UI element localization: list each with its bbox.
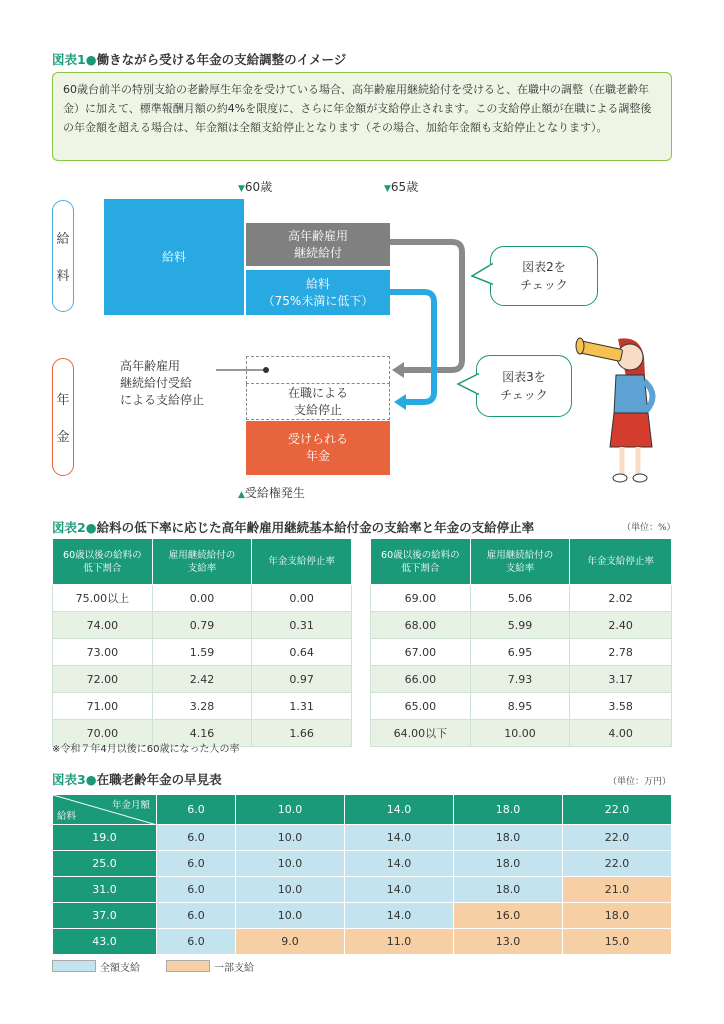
fig2-right-header-benefit: 雇用継続給付の 支給率 xyxy=(470,539,570,585)
table-cell: 1.66 xyxy=(252,720,352,747)
cell-full-payment: 6.0 xyxy=(157,877,236,903)
table-row xyxy=(371,585,672,612)
fig2-unit: （単位：%） xyxy=(622,523,676,533)
bubble3-line2: チェック xyxy=(500,388,548,402)
table-row xyxy=(371,639,672,666)
triangle-down-icon: ▼ xyxy=(384,184,391,194)
block-salary-reduced-line2: （75%未満に低下） xyxy=(262,293,374,308)
fig3-number: 図表3 xyxy=(52,772,86,787)
cell-full-payment: 10.0 xyxy=(236,877,345,903)
bubble3-line1: 図表3を xyxy=(502,370,546,384)
legend-swatch-full xyxy=(52,960,96,972)
block-salary-reduced xyxy=(246,270,390,315)
fig3-title-text: 在職老齢年金の早見表 xyxy=(96,772,222,787)
cell-full-payment: 6.0 xyxy=(157,929,236,955)
cell-partial-payment: 21.0 xyxy=(562,877,671,903)
age-60-label: 60歳 xyxy=(244,180,273,194)
side-salary-char-1: 給 xyxy=(56,232,70,247)
table-cell: 75.00以上 xyxy=(53,585,153,612)
table-cell: 71.00 xyxy=(53,693,153,720)
table-row xyxy=(371,666,672,693)
bullet-icon: ● xyxy=(85,52,97,67)
table-cell: 69.00 xyxy=(371,585,471,612)
table-cell: 2.42 xyxy=(152,666,252,693)
legend-swatch-part xyxy=(166,960,210,972)
cell-full-payment: 14.0 xyxy=(345,903,454,929)
block-salary-label: 給料 xyxy=(161,249,186,264)
table-cell: 10.00 xyxy=(470,720,570,747)
cell-full-payment: 14.0 xyxy=(345,877,454,903)
table-cell: 2.40 xyxy=(570,612,672,639)
table-cell: 64.00以下 xyxy=(371,720,471,747)
table-row xyxy=(371,612,672,639)
entitlement-marker xyxy=(238,484,305,501)
fig2-number: 図表2 xyxy=(52,520,86,535)
triangle-down-icon: ▼ xyxy=(238,184,245,194)
blue-arrow-path xyxy=(390,292,434,402)
fig3-unit: （単位：万円） xyxy=(608,777,672,787)
fig3-col-header: 6.0 xyxy=(157,795,236,825)
cell-full-payment: 18.0 xyxy=(454,825,563,851)
table-cell: 0.64 xyxy=(252,639,352,666)
fig2-table-right xyxy=(370,538,672,747)
table-cell: 70.00 xyxy=(53,720,153,747)
table-cell: 74.00 xyxy=(53,612,153,639)
cell-full-payment: 18.0 xyxy=(454,877,563,903)
cell-full-payment: 6.0 xyxy=(157,903,236,929)
fig3-col-header: 22.0 xyxy=(562,795,671,825)
label-benefit-stop xyxy=(120,358,204,409)
block-receivable-pension xyxy=(246,421,390,475)
table-cell: 1.31 xyxy=(252,693,352,720)
cell-full-payment: 22.0 xyxy=(562,825,671,851)
table-cell: 72.00 xyxy=(53,666,153,693)
age-65-label: 65歳 xyxy=(390,180,419,194)
woman-telescope-illustration xyxy=(574,335,666,485)
table-cell: 66.00 xyxy=(371,666,471,693)
label-stop-line1: 高年齢雇用 xyxy=(120,359,181,373)
table-row xyxy=(53,666,352,693)
fig2-left-header-ratio: 60歳以後の給料の 低下割合 xyxy=(53,539,153,585)
cell-full-payment: 14.0 xyxy=(345,825,454,851)
block-work-stop-line1: 在職による xyxy=(287,385,348,400)
gray-arrow-path xyxy=(390,242,462,370)
row-header-salary: 25.0 xyxy=(53,851,157,877)
cell-partial-payment: 11.0 xyxy=(345,929,454,955)
table-cell: 6.95 xyxy=(470,639,570,666)
table-row xyxy=(53,693,352,720)
label-stop-line3: による支給停止 xyxy=(120,393,205,407)
fig2-footnote: ※令和７年4月以後に60歳になった人の率 xyxy=(52,744,240,755)
cell-partial-payment: 9.0 xyxy=(236,929,345,955)
block-receive-line1: 受けられる xyxy=(287,432,348,446)
table-cell: 2.02 xyxy=(570,585,672,612)
fig1-note: 60歳台前半の特別支給の老齢厚生年金を受けている場合、高年齢雇用継続給付を受けると、在職中の調整（在職老齢年金）に加えて、標準報酬月額の約4%を限度に、さらに年金額が支給停止されます。この支給停止額が在職による調整後の年金額を超える場合は、年金額は全額支給停止となります（その場合、加給年金額も支給停止となります）。 xyxy=(52,72,672,161)
table-cell: 3.58 xyxy=(570,693,672,720)
table-cell: 5.06 xyxy=(470,585,570,612)
table-row xyxy=(53,903,672,929)
side-salary-char-2: 料 xyxy=(56,269,70,284)
gray-arrowhead-icon xyxy=(392,362,404,378)
block-benefit-line1: 高年齢雇用 xyxy=(287,228,348,243)
table-row xyxy=(53,929,672,955)
table-cell: 2.78 xyxy=(570,639,672,666)
row-header-salary: 43.0 xyxy=(53,929,157,955)
bubble-check-fig3 xyxy=(476,355,572,417)
bullet-icon: ● xyxy=(85,520,97,535)
fig1-number: 図表1 xyxy=(52,52,86,67)
corner-label-salary: 給料 xyxy=(57,811,77,822)
row-header-salary: 37.0 xyxy=(53,903,157,929)
side-pension-char-1: 年 xyxy=(56,393,70,408)
fig2-title xyxy=(52,518,534,536)
table-row xyxy=(53,825,672,851)
corner-label-pension: 年金月額 xyxy=(111,800,150,811)
table-row xyxy=(53,877,672,903)
cell-full-payment: 10.0 xyxy=(236,825,345,851)
block-work-stop-line2: 支給停止 xyxy=(293,402,342,417)
table-cell: 0.79 xyxy=(152,612,252,639)
bubble2-line2: チェック xyxy=(520,278,568,292)
table-cell: 3.28 xyxy=(152,693,252,720)
cell-full-payment: 10.0 xyxy=(236,903,345,929)
table-row xyxy=(53,612,352,639)
table-row xyxy=(371,720,672,747)
table-cell: 5.99 xyxy=(470,612,570,639)
fig3-col-header: 14.0 xyxy=(345,795,454,825)
table-cell: 67.00 xyxy=(371,639,471,666)
table-cell: 4.16 xyxy=(152,720,252,747)
fig2-left-header-stop: 年金支給停止率 xyxy=(252,539,352,585)
fig2-title-text: 給料の低下率に応じた高年齢雇用継続基本給付金の支給率と年金の支給停止率 xyxy=(96,520,535,535)
block-benefit-line2: 継続給付 xyxy=(293,245,342,260)
block-receive-line2: 年金 xyxy=(305,449,330,463)
bubble3-tail-icon xyxy=(456,372,480,396)
entitlement-label: 受給権発生 xyxy=(244,486,305,500)
table-cell: 65.00 xyxy=(371,693,471,720)
block-salary-reduced-line1: 給料 xyxy=(305,276,330,291)
cell-partial-payment: 15.0 xyxy=(562,929,671,955)
block-work-stop xyxy=(246,384,390,420)
table-row xyxy=(371,693,672,720)
fig3-col-header: 10.0 xyxy=(236,795,345,825)
table-cell: 73.00 xyxy=(53,639,153,666)
fig2-right-header-stop: 年金支給停止率 xyxy=(570,539,672,585)
cell-partial-payment: 18.0 xyxy=(562,903,671,929)
fig3-col-header: 18.0 xyxy=(454,795,563,825)
cell-full-payment: 6.0 xyxy=(157,825,236,851)
table-cell: 0.00 xyxy=(252,585,352,612)
table-cell: 7.93 xyxy=(470,666,570,693)
bubble2-line1: 図表2を xyxy=(522,260,566,274)
table-row xyxy=(53,639,352,666)
block-salary xyxy=(104,199,244,315)
cell-full-payment: 14.0 xyxy=(345,851,454,877)
cell-partial-payment: 16.0 xyxy=(454,903,563,929)
triangle-up-icon: ▲ xyxy=(238,490,245,500)
table-cell: 0.31 xyxy=(252,612,352,639)
table-cell: 4.00 xyxy=(570,720,672,747)
fig3-title xyxy=(52,770,222,788)
fig3-table xyxy=(52,794,672,955)
table-cell: 1.59 xyxy=(152,639,252,666)
legend-label-part: 一部支給 xyxy=(214,963,254,974)
label-stop-line2: 継続給付受給 xyxy=(120,376,193,390)
fig1-title-text: 働きながら受ける年金の支給調整のイメージ xyxy=(96,52,347,67)
bullet-icon: ● xyxy=(85,772,97,787)
fig3-corner-header xyxy=(53,795,157,825)
block-benefit-stop-dashed xyxy=(246,356,390,384)
cell-partial-payment: 13.0 xyxy=(454,929,563,955)
fig2-right-header-ratio: 60歳以後の給料の 低下割合 xyxy=(371,539,471,585)
cell-full-payment: 22.0 xyxy=(562,851,671,877)
row-header-salary: 19.0 xyxy=(53,825,157,851)
fig2-left-header-benefit: 雇用継続給付の 支給率 xyxy=(152,539,252,585)
bubble2-tail-icon xyxy=(470,262,494,286)
blue-arrowhead-icon xyxy=(394,394,406,410)
block-employment-benefit xyxy=(246,223,390,266)
fig2-table-left xyxy=(52,538,352,747)
table-cell: 8.95 xyxy=(470,693,570,720)
legend-label-full: 全額支給 xyxy=(100,963,140,974)
cell-full-payment: 6.0 xyxy=(157,851,236,877)
table-row xyxy=(53,585,352,612)
table-cell: 0.97 xyxy=(252,666,352,693)
side-pension-char-2: 金 xyxy=(56,430,70,445)
table-row xyxy=(53,851,672,877)
table-cell: 3.17 xyxy=(570,666,672,693)
cell-full-payment: 10.0 xyxy=(236,851,345,877)
bubble-check-fig2 xyxy=(490,246,598,306)
cell-full-payment: 18.0 xyxy=(454,851,563,877)
table-cell: 0.00 xyxy=(152,585,252,612)
row-header-salary: 31.0 xyxy=(53,877,157,903)
table-cell: 68.00 xyxy=(371,612,471,639)
